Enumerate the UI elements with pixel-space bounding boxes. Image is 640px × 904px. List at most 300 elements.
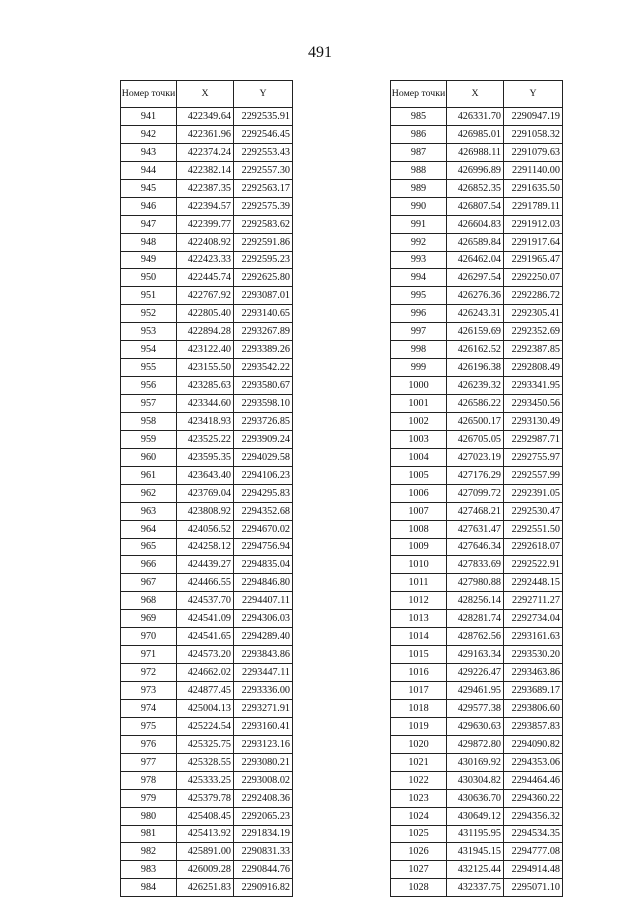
cell-point-number: 1003 [391,430,447,448]
table-row [391,323,563,341]
table-row [391,699,563,717]
table-row [121,592,293,610]
cell-x: 425891.00 [177,843,234,861]
cell-y: 2292755.97 [504,448,563,466]
cell-x: 424056.52 [177,520,234,538]
cell-y: 2293160.41 [234,717,293,735]
cell-x: 422408.92 [177,233,234,251]
table-row [121,574,293,592]
cell-point-number: 1022 [391,771,447,789]
cell-x: 426500.17 [447,412,504,430]
cell-x: 426985.01 [447,125,504,143]
table-row [391,825,563,843]
table-row [121,753,293,771]
table-row [121,412,293,430]
cell-x: 424439.27 [177,556,234,574]
table-row [391,717,563,735]
cell-x: 425379.78 [177,789,234,807]
cell-x: 423285.63 [177,377,234,395]
cell-y: 2293598.10 [234,395,293,413]
table-row [121,377,293,395]
cell-y: 2293140.65 [234,305,293,323]
cell-y: 2294670.02 [234,520,293,538]
cell-x: 430304.82 [447,771,504,789]
cell-y: 2293161.63 [504,628,563,646]
cell-point-number: 947 [121,215,177,233]
cell-x: 426196.38 [447,359,504,377]
cell-x: 422423.33 [177,251,234,269]
cell-point-number: 954 [121,341,177,359]
table-row [391,538,563,556]
table-row [391,682,563,700]
cell-x: 423418.93 [177,412,234,430]
table-row [391,305,563,323]
cell-point-number: 978 [121,771,177,789]
cell-x: 422361.96 [177,125,234,143]
table-header-row [391,81,563,108]
cell-x: 427833.69 [447,556,504,574]
cell-point-number: 976 [121,735,177,753]
table-row [391,484,563,502]
table-row [391,735,563,753]
cell-point-number: 991 [391,215,447,233]
cell-x: 424573.20 [177,646,234,664]
cell-y: 2290916.82 [234,879,293,897]
cell-point-number: 981 [121,825,177,843]
cell-x: 424541.09 [177,610,234,628]
cell-y: 2292575.39 [234,197,293,215]
cell-y: 2294777.08 [504,843,563,861]
cell-y: 2290844.76 [234,861,293,879]
cell-point-number: 974 [121,699,177,717]
cell-point-number: 980 [121,807,177,825]
cell-y: 2293450.56 [504,395,563,413]
cell-x: 427468.21 [447,502,504,520]
cell-point-number: 948 [121,233,177,251]
cell-x: 427099.72 [447,484,504,502]
table-row [121,789,293,807]
cell-point-number: 1027 [391,861,447,879]
page-number: 491 [308,44,332,61]
cell-y: 2292522.91 [504,556,563,574]
table-row [391,377,563,395]
cell-x: 425408.45 [177,807,234,825]
cell-x: 422894.28 [177,323,234,341]
cell-point-number: 963 [121,502,177,520]
cell-x: 422374.24 [177,143,234,161]
cell-point-number: 1001 [391,395,447,413]
cell-point-number: 944 [121,161,177,179]
cell-x: 426009.28 [177,861,234,879]
table-row [121,664,293,682]
cell-y: 2292065.23 [234,807,293,825]
cell-y: 2293130.49 [504,412,563,430]
cell-x: 429461.95 [447,682,504,700]
cell-point-number: 1008 [391,520,447,538]
table-row [121,825,293,843]
cell-point-number: 1000 [391,377,447,395]
table-row [391,412,563,430]
cell-y: 2294306.03 [234,610,293,628]
table-row [391,628,563,646]
cell-point-number: 952 [121,305,177,323]
cell-point-number: 971 [121,646,177,664]
cell-y: 2292808.49 [504,359,563,377]
header-x: X [177,81,234,108]
cell-point-number: 941 [121,108,177,126]
cell-x: 422767.92 [177,287,234,305]
cell-y: 2291635.50 [504,179,563,197]
cell-y: 2291965.47 [504,251,563,269]
cell-y: 2293389.26 [234,341,293,359]
cell-y: 2292530.47 [504,502,563,520]
table-row [121,807,293,825]
cell-x: 425004.13 [177,699,234,717]
cell-x: 422387.35 [177,179,234,197]
cell-x: 425325.75 [177,735,234,753]
table-row [391,771,563,789]
cell-point-number: 951 [121,287,177,305]
table-row [121,197,293,215]
cell-point-number: 989 [391,179,447,197]
table-row [121,143,293,161]
cell-x: 426604.83 [447,215,504,233]
cell-y: 2292711.27 [504,592,563,610]
coordinates-table-right [390,80,563,897]
cell-point-number: 972 [121,664,177,682]
table-row [391,341,563,359]
table-row [391,574,563,592]
cell-y: 2292625.80 [234,269,293,287]
cell-point-number: 1017 [391,682,447,700]
cell-x: 427646.34 [447,538,504,556]
cell-x: 422445.74 [177,269,234,287]
cell-x: 424466.55 [177,574,234,592]
cell-y: 2292286.72 [504,287,563,305]
cell-y: 2293271.91 [234,699,293,717]
cell-y: 2291789.11 [504,197,563,215]
cell-point-number: 1028 [391,879,447,897]
cell-point-number: 969 [121,610,177,628]
cell-y: 2292583.62 [234,215,293,233]
cell-x: 426162.52 [447,341,504,359]
cell-point-number: 1011 [391,574,447,592]
cell-point-number: 975 [121,717,177,735]
cell-y: 2291834.19 [234,825,293,843]
cell-point-number: 996 [391,305,447,323]
cell-y: 2292408.36 [234,789,293,807]
cell-y: 2293542.22 [234,359,293,377]
table-row [121,251,293,269]
table-row [391,843,563,861]
table-row [121,179,293,197]
cell-point-number: 1010 [391,556,447,574]
cell-point-number: 994 [391,269,447,287]
cell-x: 426297.54 [447,269,504,287]
cell-y: 2294289.40 [234,628,293,646]
cell-point-number: 998 [391,341,447,359]
cell-point-number: 995 [391,287,447,305]
cell-point-number: 990 [391,197,447,215]
cell-point-number: 977 [121,753,177,771]
cell-x: 426331.70 [447,108,504,126]
cell-y: 2291058.32 [504,125,563,143]
table-row [121,502,293,520]
cell-point-number: 964 [121,520,177,538]
cell-x: 427176.29 [447,466,504,484]
cell-point-number: 958 [121,412,177,430]
table-row [121,682,293,700]
cell-y: 2292387.85 [504,341,563,359]
cell-y: 2293726.85 [234,412,293,430]
table-row [391,395,563,413]
cell-x: 426589.84 [447,233,504,251]
cell-point-number: 986 [391,125,447,143]
table-row [121,269,293,287]
table-row [121,556,293,574]
cell-point-number: 953 [121,323,177,341]
cell-point-number: 1019 [391,717,447,735]
cell-point-number: 1014 [391,628,447,646]
cell-x: 423808.92 [177,502,234,520]
cell-y: 2292546.45 [234,125,293,143]
cell-y: 2291917.64 [504,233,563,251]
cell-point-number: 1006 [391,484,447,502]
cell-x: 431195.95 [447,825,504,843]
cell-x: 430636.70 [447,789,504,807]
cell-y: 2292551.50 [504,520,563,538]
cell-x: 426243.31 [447,305,504,323]
cell-x: 424537.70 [177,592,234,610]
cell-point-number: 1013 [391,610,447,628]
table-row [121,717,293,735]
cell-point-number: 970 [121,628,177,646]
table-row [391,179,563,197]
cell-y: 2292591.86 [234,233,293,251]
table-row [121,610,293,628]
cell-x: 428281.74 [447,610,504,628]
cell-x: 425224.54 [177,717,234,735]
table-row [391,879,563,897]
cell-y: 2293580.67 [234,377,293,395]
cell-y: 2293463.86 [504,664,563,682]
cell-x: 422394.57 [177,197,234,215]
table-row [121,520,293,538]
cell-y: 2294914.48 [504,861,563,879]
header-point-number: Номер точки [391,81,447,108]
cell-y: 2294106.23 [234,466,293,484]
cell-y: 2293689.17 [504,682,563,700]
cell-x: 424877.45 [177,682,234,700]
cell-x: 423769.04 [177,484,234,502]
cell-y: 2292352.69 [504,323,563,341]
table-row [391,430,563,448]
cell-x: 427980.88 [447,574,504,592]
cell-point-number: 1016 [391,664,447,682]
table-row [121,879,293,897]
cell-y: 2294464.46 [504,771,563,789]
header-y: Y [234,81,293,108]
cell-y: 2291140.00 [504,161,563,179]
header-point-number: Номер точки [121,81,177,108]
cell-point-number: 979 [121,789,177,807]
cell-point-number: 961 [121,466,177,484]
cell-y: 2292987.71 [504,430,563,448]
cell-y: 2293123.16 [234,735,293,753]
cell-y: 2293806.60 [504,699,563,717]
cell-x: 429577.38 [447,699,504,717]
cell-y: 2293447.11 [234,664,293,682]
table-row [121,771,293,789]
cell-y: 2293087.01 [234,287,293,305]
cell-point-number: 957 [121,395,177,413]
cell-x: 427631.47 [447,520,504,538]
cell-y: 2292557.99 [504,466,563,484]
cell-point-number: 1026 [391,843,447,861]
cell-point-number: 943 [121,143,177,161]
cell-y: 2292734.04 [504,610,563,628]
cell-point-number: 955 [121,359,177,377]
cell-x: 426807.54 [447,197,504,215]
table-row [391,610,563,628]
table-row [121,735,293,753]
cell-y: 2294295.83 [234,484,293,502]
cell-y: 2292595.23 [234,251,293,269]
table-row [121,108,293,126]
table-row [121,233,293,251]
cell-y: 2292250.07 [504,269,563,287]
cell-point-number: 1020 [391,735,447,753]
cell-point-number: 966 [121,556,177,574]
cell-x: 430649.12 [447,807,504,825]
cell-x: 429630.63 [447,717,504,735]
cell-x: 428762.56 [447,628,504,646]
cell-x: 422399.77 [177,215,234,233]
cell-x: 426705.05 [447,430,504,448]
table-row [391,502,563,520]
cell-x: 428256.14 [447,592,504,610]
cell-point-number: 959 [121,430,177,448]
table-row [391,861,563,879]
table-row [391,646,563,664]
table-row [391,789,563,807]
cell-x: 426239.32 [447,377,504,395]
cell-x: 426996.89 [447,161,504,179]
table-row [391,143,563,161]
table-row [121,699,293,717]
cell-point-number: 968 [121,592,177,610]
cell-y: 2290831.33 [234,843,293,861]
table-row [391,520,563,538]
cell-y: 2292563.17 [234,179,293,197]
cell-point-number: 1025 [391,825,447,843]
header-y: Y [504,81,563,108]
cell-x: 425333.25 [177,771,234,789]
cell-point-number: 993 [391,251,447,269]
cell-y: 2293008.02 [234,771,293,789]
table-row [121,359,293,377]
cell-y: 2293080.21 [234,753,293,771]
cell-x: 423643.40 [177,466,234,484]
cell-point-number: 965 [121,538,177,556]
cell-point-number: 1012 [391,592,447,610]
table-row [391,556,563,574]
table-row [391,448,563,466]
table-row [121,161,293,179]
cell-x: 424541.65 [177,628,234,646]
cell-x: 426462.04 [447,251,504,269]
cell-point-number: 960 [121,448,177,466]
cell-x: 432337.75 [447,879,504,897]
coordinates-table-left [120,80,293,897]
table-row [121,305,293,323]
cell-y: 2293530.20 [504,646,563,664]
cell-point-number: 1005 [391,466,447,484]
cell-y: 2292391.05 [504,484,563,502]
cell-x: 426586.22 [447,395,504,413]
cell-y: 2293341.95 [504,377,563,395]
cell-x: 426251.83 [177,879,234,897]
table-row [121,125,293,143]
cell-point-number: 950 [121,269,177,287]
table-header-row [121,81,293,108]
cell-x: 422805.40 [177,305,234,323]
cell-x: 427023.19 [447,448,504,466]
cell-x: 423155.50 [177,359,234,377]
cell-y: 2294534.35 [504,825,563,843]
cell-x: 426276.36 [447,287,504,305]
table-row [121,395,293,413]
cell-point-number: 984 [121,879,177,897]
table-row [121,646,293,664]
cell-x: 429872.80 [447,735,504,753]
table-row [121,843,293,861]
table-row [391,197,563,215]
cell-point-number: 1021 [391,753,447,771]
cell-point-number: 1015 [391,646,447,664]
table-row [121,448,293,466]
table-row [391,233,563,251]
cell-x: 429226.47 [447,664,504,682]
table-row [391,664,563,682]
table-row [391,753,563,771]
cell-y: 2292535.91 [234,108,293,126]
cell-point-number: 945 [121,179,177,197]
cell-y: 2291912.03 [504,215,563,233]
cell-x: 432125.44 [447,861,504,879]
cell-point-number: 1009 [391,538,447,556]
table-row [391,269,563,287]
cell-y: 2292553.43 [234,143,293,161]
cell-point-number: 1023 [391,789,447,807]
cell-point-number: 982 [121,843,177,861]
cell-point-number: 997 [391,323,447,341]
cell-point-number: 1004 [391,448,447,466]
cell-x: 422349.64 [177,108,234,126]
cell-x: 430169.92 [447,753,504,771]
table-row [391,287,563,305]
cell-x: 423344.60 [177,395,234,413]
cell-point-number: 1018 [391,699,447,717]
cell-x: 425413.92 [177,825,234,843]
table-row [121,341,293,359]
cell-y: 2294756.94 [234,538,293,556]
table-row [391,592,563,610]
cell-point-number: 973 [121,682,177,700]
cell-y: 2294029.58 [234,448,293,466]
cell-point-number: 956 [121,377,177,395]
cell-y: 2294835.04 [234,556,293,574]
